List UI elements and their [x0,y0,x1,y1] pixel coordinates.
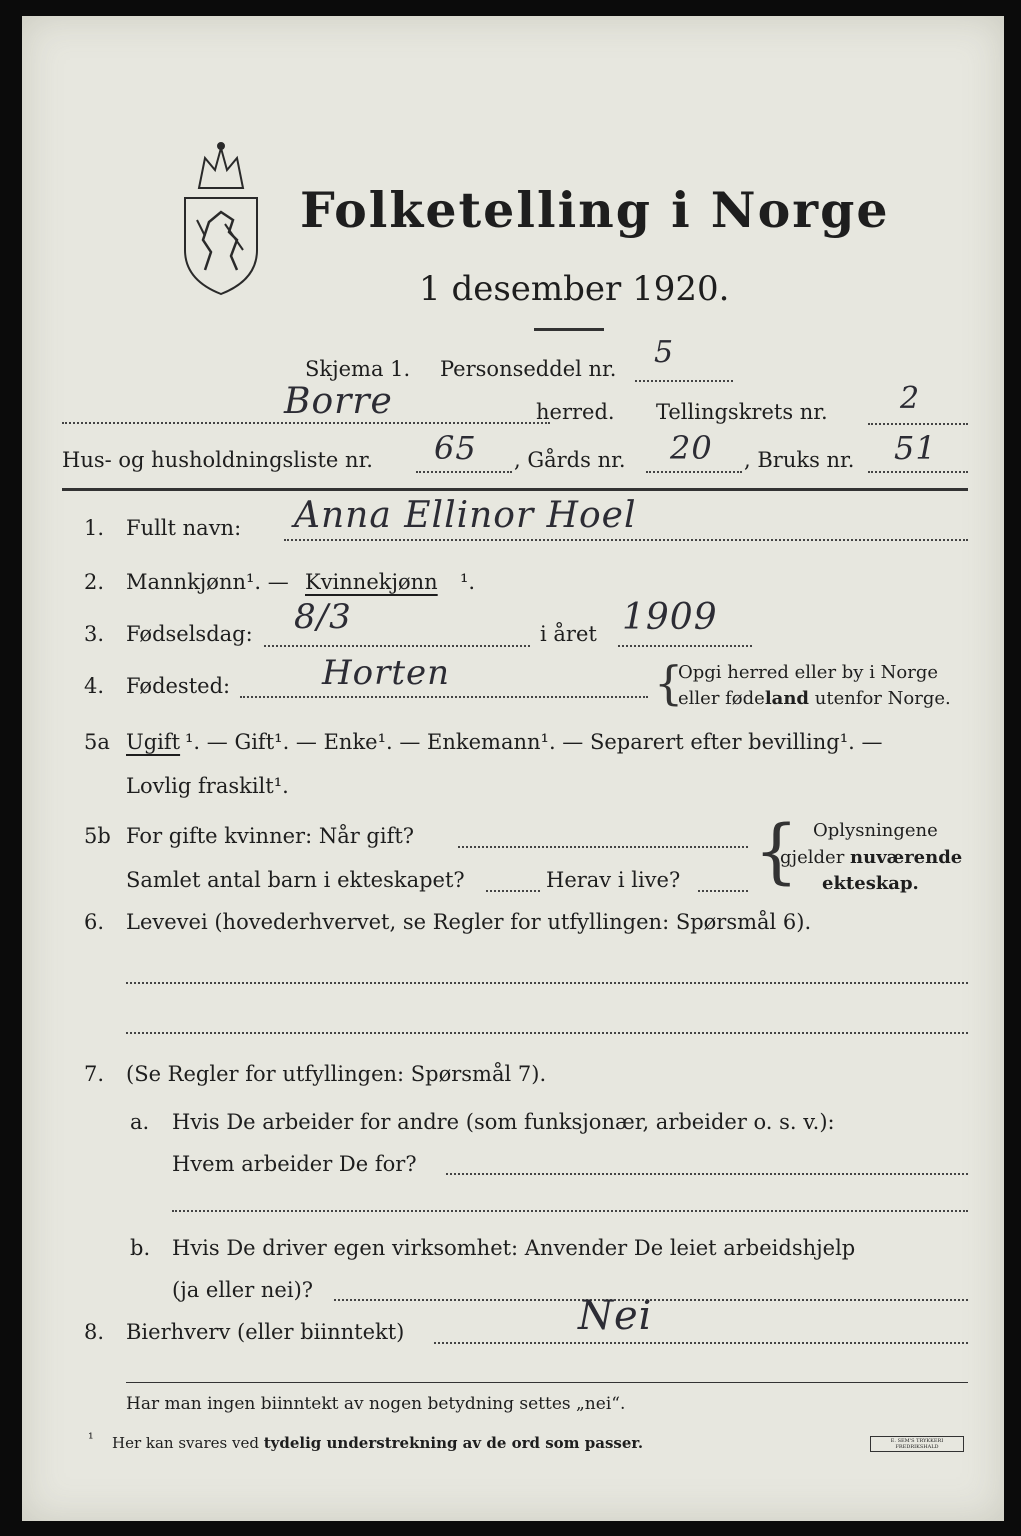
q6-line-1 [126,982,968,984]
q5b-note-line3: ekteskap. [822,873,919,894]
q7b-label-2: (ja eller nei)? [172,1278,314,1302]
q7b-number: b. [130,1236,151,1260]
q5b-note-line2 [780,849,962,867]
q5a-line2: Lovlig fraskilt¹. [126,774,289,798]
q4-label: Fødested: [126,674,231,698]
q5b-label-children: Samlet antal barn i ekteskapet? [126,868,465,892]
herred-line [62,422,550,424]
husliste-value: 65 [434,429,477,467]
q7a-number: a. [130,1110,150,1134]
personseddel-label: Personseddel nr. [440,357,617,381]
bruks-label: , Bruks nr. [744,448,855,472]
q5b-label-married: For gifte kvinner: Når gift? [126,824,415,848]
q7a-label: Hvis De arbeider for andre (som funksjonær, arbeider o. s. v.): [172,1110,835,1134]
q3-label: Fødselsdag: [126,622,253,646]
q2-number: 2. [84,570,105,594]
q4-brace: { [654,656,684,710]
footnote-b: tydelig understrekning av de ord som passer. [263,1434,644,1452]
q1-full-name-value: Anna Ellinor Hoel [294,495,637,536]
bruks-line [868,471,968,473]
gards-line [646,471,742,473]
q8-label: Bierhverv (eller biinntekt) [126,1320,405,1344]
q2-suffix: ¹. [460,570,476,594]
q1-number: 1. [84,516,105,540]
q1-label: Fullt navn: [126,516,242,540]
title-underline [534,328,604,331]
q5a-number: 5a [84,730,110,754]
q5a-ugift-underlined: Ugift [126,730,181,754]
footnote-number: ¹ [88,1431,94,1447]
norwegian-coat-of-arms-icon [175,140,267,296]
husliste-line [416,471,512,473]
tellingskrets-label: Tellingskrets nr. [656,400,828,424]
q5b-note-b: nuværende [850,847,963,868]
q5b-alive-line [698,890,748,892]
printer-stamp-line1: E. SEM'S TRYKKERI [890,1438,944,1444]
census-form-page [22,16,1004,1521]
q6-label: Levevei (hovederhvervet, se Regler for utfyllingen: Spørsmål 6). [126,910,812,934]
form-title: Folketelling i Norge [300,181,890,239]
q1-line [284,539,968,541]
q3-year-line [618,645,752,647]
q7-number: 7. [84,1062,105,1086]
skjema-label: Skjema 1. [305,357,411,381]
q7a-line-1 [446,1173,968,1175]
header-divider [62,488,968,491]
q3-number: 3. [84,622,105,646]
q4-birthplace-value: Horten [322,653,451,693]
q5b-number: 5b [84,824,111,848]
q5b-label-alive: Herav i live? [546,868,681,892]
q4-note-a: eller føde [678,688,765,709]
q7-label: (Se Regler for utfyllingen: Spørsmål 7). [126,1062,547,1086]
q3-year-value: 1909 [622,597,718,638]
q4-line [240,696,648,698]
q4-note-b: land [764,688,810,709]
q3-line [264,645,530,647]
tellingskrets-line [868,423,968,425]
q8-number: 8. [84,1320,105,1344]
q5b-married-line [458,846,748,848]
personseddel-value: 5 [654,335,675,370]
footer-note: Har man ingen biinntekt av nogen betydning settes „nei“. [126,1394,626,1414]
q5b-note-line1: Oplysningene [813,820,938,841]
q4-number: 4. [84,674,105,698]
printer-stamp-line2: FREDRIKSHALD [895,1444,939,1450]
gards-label: , Gårds nr. [514,448,626,472]
q6-number: 6. [84,910,105,934]
q5b-brace: { [754,810,799,892]
tellingskrets-value: 2 [900,381,921,416]
q4-note-line1: Opgi herred eller by i Norge [678,662,939,683]
q3-year-label: i året [540,622,597,646]
personseddel-line [635,380,733,382]
census-date: 1 desember 1920. [419,269,730,309]
q5b-children-line [486,890,540,892]
q4-note-line2 [678,690,951,708]
herred-value: Borre [284,381,393,422]
q7a-line-2 [172,1210,968,1212]
q6-line-2 [126,1032,968,1034]
q2-kvinnekjonn-underlined: Kvinnekjønn [305,570,438,594]
printer-stamp [870,1436,964,1452]
q8-line [434,1342,968,1344]
q5a-options: ¹. — Gift¹. — Enke¹. — Enkemann¹. — Separert efter bevilling¹. — [185,730,883,754]
bruks-value: 51 [894,429,937,467]
herred-label: herred. [536,400,615,424]
q2-mannkjonn: Mannkjønn¹. — [126,570,289,594]
q7a-label-2: Hvem arbeider De for? [172,1152,417,1176]
q4-note-c: utenfor Norge. [809,688,951,709]
footnote-a: Her kan svares ved [112,1434,264,1452]
q5b-note-a: gjelder [780,847,851,868]
q3-birthday-value: 8/3 [294,597,352,637]
gards-value: 20 [670,429,713,467]
footer-divider [126,1382,968,1383]
footnote [112,1436,643,1451]
q8-value: Nei [578,1293,653,1339]
husliste-label: Hus- og husholdningsliste nr. [62,448,373,472]
q7b-label: Hvis De driver egen virksomhet: Anvender De leiet arbeidshjelp [172,1236,856,1260]
